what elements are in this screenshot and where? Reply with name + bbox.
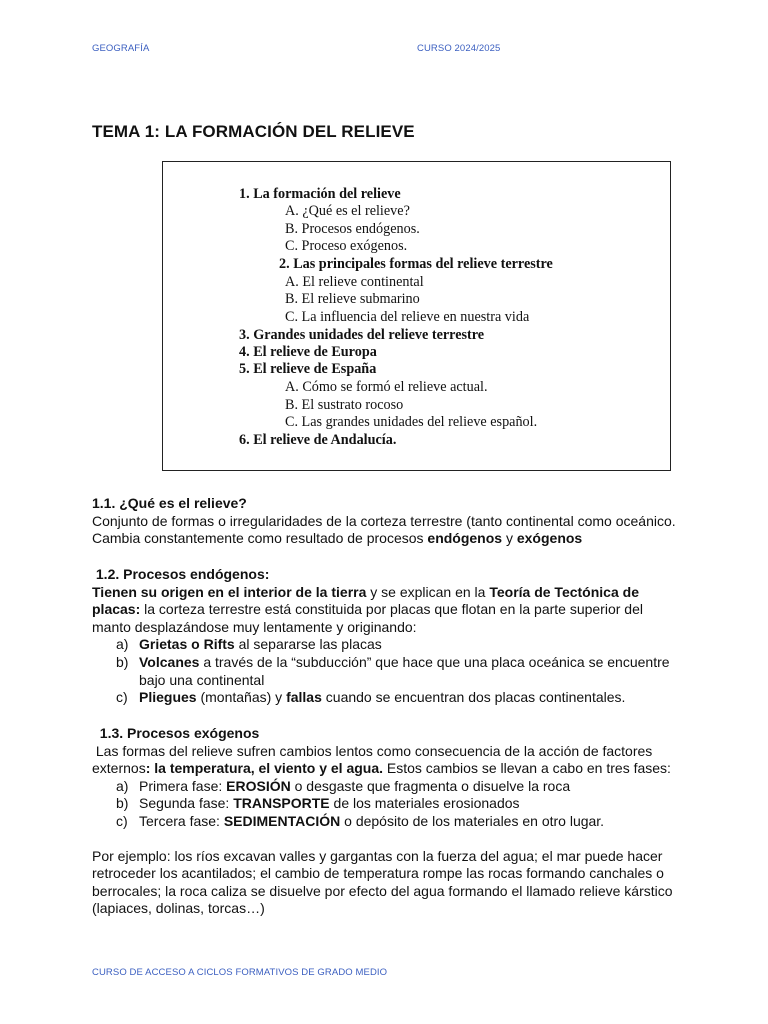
page-title: TEMA 1: LA FORMACIÓN DEL RELIEVE [92, 122, 415, 141]
section-heading: 1.3. Procesos exógenos [92, 725, 260, 741]
toc-item-1: 1. La formación del relieve [239, 186, 401, 202]
list-item: b) Volcanes a través de la “subducción” que hace que una placa oceánica se encuentre bajo una continental [116, 653, 670, 688]
toc-item-6: 6. El relieve de Andalucía. [239, 432, 397, 448]
toc-item-2: 2. Las principales formas del relieve terrestre [279, 256, 553, 272]
toc-item-3: 3. Grandes unidades del relieve terrestre [239, 327, 485, 343]
header-course: CURSO 2024/2025 [417, 43, 501, 54]
header-subject: GEOGRAFÍA [92, 43, 150, 54]
section-paragraph: Conjunto de formas o irregularidades de la corteza terrestre (tanto continental como oceánico. Cambia constantemente como resultado de procesos endógenos y exógenos [92, 512, 676, 547]
toc-item-2b: B. El relieve submarino [285, 291, 420, 307]
section-1-2 [92, 566, 682, 707]
list-item: a) Primera fase: EROSIÓN o desgaste que fragmenta o disuelve la roca [116, 777, 571, 794]
section-heading: 1.2. Procesos endógenos: [92, 566, 270, 582]
section-1-3 [92, 725, 682, 918]
endogenous-list [92, 636, 682, 706]
list-item: c) Pliegues (montañas) y fallas cuando se encuentran dos placas continentales. [116, 689, 626, 706]
section-paragraph: Tienen su origen en el interior de la tierra y se explican en la Teoría de Tectónica de placas: la corteza terrestre está constituida por placas que flotan en la parte superior del manto desplazándose muy lentamente y originando: [92, 583, 643, 635]
toc-item-5a: A. Cómo se formó el relieve actual. [285, 379, 488, 395]
toc-item-1b: B. Procesos endógenos. [285, 221, 420, 237]
example-paragraph: Por ejemplo: los ríos excavan valles y gargantas con la fuerza del agua; el mar puede hacer retroceder los acantilados; el cambio de temperatura rompe las rocas formando canchales o berrocales; la roca caliza se disuelve por efecto del agua formando el llamado relieve kárstico (lapiaces, dolinas, torcas…) [92, 847, 673, 917]
toc-item-5c: C. Las grandes unidades del relieve español. [285, 414, 538, 430]
list-item: c) Tercera fase: SEDIMENTACIÓN o depósito de los materiales en otro lugar. [116, 812, 605, 829]
section-heading: 1.1. ¿Qué es el relieve? [92, 495, 247, 511]
list-item: b) Segunda fase: TRANSPORTE de los materiales erosionados [116, 795, 520, 812]
toc-item-5b: B. El sustrato rocoso [285, 397, 404, 413]
list-item: a) Grietas o Rifts al separarse las placas [116, 636, 382, 653]
section-1-1 [92, 495, 682, 548]
table-of-contents [162, 161, 671, 471]
exogenous-list [92, 778, 682, 831]
toc-item-1a: A. ¿Qué es el relieve? [285, 203, 410, 219]
toc-item-4: 4. El relieve de Europa [239, 344, 377, 360]
toc-item-5: 5. El relieve de España [239, 361, 377, 377]
section-paragraph: Las formas del relieve sufren cambios lentos como consecuencia de la acción de factores externos: la temperatura, el viento y el agua. Estos cambios se llevan a cabo en tres fases: [92, 742, 671, 777]
toc-item-2c: C. La influencia del relieve en nuestra vida [285, 309, 530, 325]
toc-item-1c: C. Proceso exógenos. [285, 238, 408, 254]
toc-item-2a: A. El relieve continental [285, 274, 424, 290]
footer-text: CURSO DE ACCESO A CICLOS FORMATIVOS DE GRADO MEDIO [92, 967, 388, 978]
